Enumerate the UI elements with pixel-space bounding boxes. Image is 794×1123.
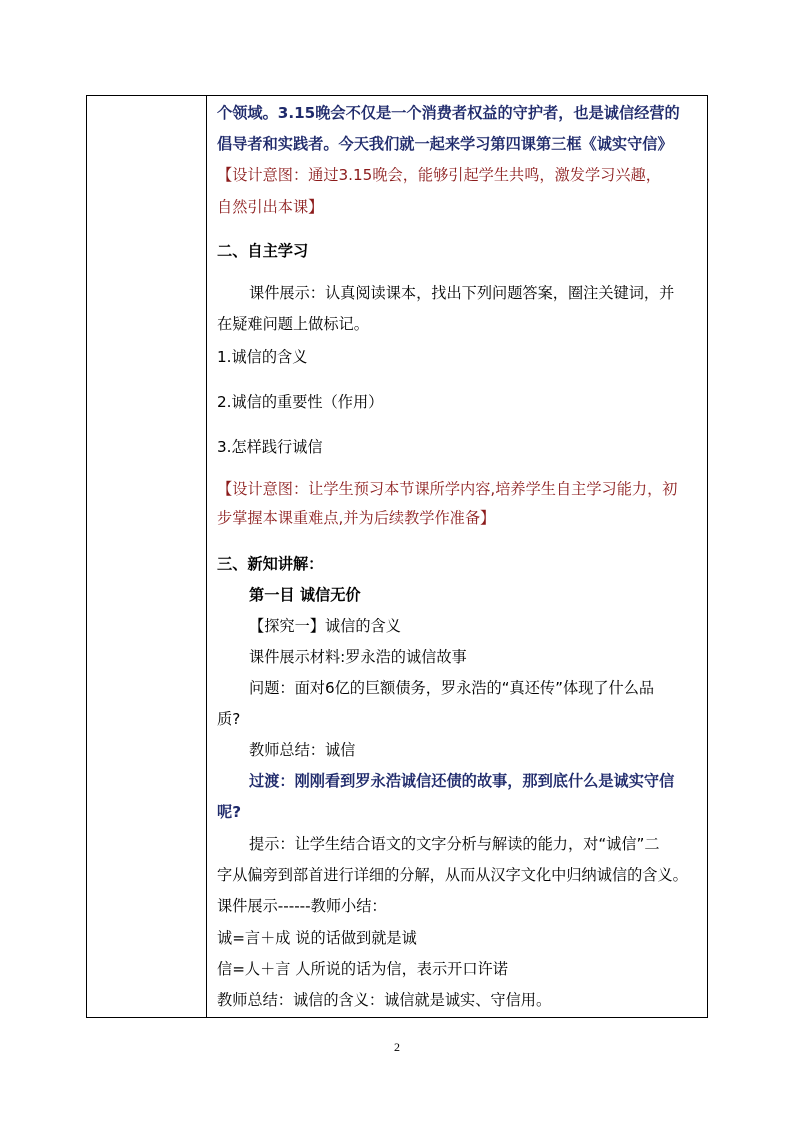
inquiry-one-title: 【探究一】诚信的含义 [249, 617, 401, 635]
courseware-instruction-line-2: 在疑难问题上做标记。 [217, 315, 369, 333]
section-heading-new-knowledge: 三、新知讲解： [217, 555, 324, 573]
left-column-cell [87, 96, 207, 1017]
teacher-summary-1: 教师总结：诚信 [249, 741, 356, 759]
question-item-3: 3.怎样践行诚信 [217, 438, 323, 456]
courseware-summary-title: 课件展示------教师小结： [217, 897, 387, 915]
hint-line-2: 字从偏旁到部首进行详细的分解，从而从汉字文化中归纳诚信的含义。 [217, 866, 688, 884]
courseware-material: 课件展示材料:罗永浩的诚信故事 [249, 648, 467, 666]
question-line-1: 问题：面对6亿的巨额债务，罗永浩的“真还传”体现了什么品 [249, 679, 655, 697]
teacher-summary-definition: 教师总结：诚信的含义：诚信就是诚实、守信用。 [217, 991, 552, 1009]
design-intent-2-line-1: 【设计意图：让学生预习本节课所学内容,培养学生自主学习能力，初 [217, 480, 678, 498]
intro-text-line-1: 个领域。3.15晚会不仅是一个消费者权益的守护者，也是诚信经营的 [217, 104, 680, 122]
design-intent-2-line-2: 步掌握本课重难点,并为后续教学作准备】 [217, 509, 496, 527]
transition-line-2: 呢? [217, 803, 241, 821]
question-item-2: 2.诚信的重要性（作用） [217, 393, 384, 411]
question-line-2: 质? [217, 710, 241, 728]
section-heading-self-study: 二、自主学习 [217, 242, 309, 260]
char-breakdown-xin: 信=人＋言 人所说的话为信，表示开口许诺 [217, 960, 508, 978]
content-cell [213, 96, 703, 1017]
subsection-heading-integrity: 第一目 诚信无价 [249, 586, 361, 604]
hint-line-1: 提示：让学生结合语文的文字分析与解读的能力，对“诚信”二 [249, 835, 660, 853]
design-intent-1-line-1: 【设计意图：通过3.15晚会，能够引起学生共鸣，激发学习兴趣， [217, 166, 661, 184]
question-item-1: 1.诚信的含义 [217, 348, 308, 366]
transition-line-1: 过渡：刚刚看到罗永浩诚信还债的故事，那到底什么是诚实守信 [249, 772, 675, 790]
char-breakdown-cheng: 诚=言＋成 说的话做到就是诚 [217, 929, 417, 947]
page-number: 2 [394, 1040, 400, 1054]
courseware-instruction-line-1: 课件展示：认真阅读课本，找出下列问题答案，圈注关键词，并 [249, 284, 675, 302]
design-intent-1-line-2: 自然引出本课】 [217, 198, 324, 216]
intro-text-line-2: 倡导者和实践者。今天我们就一起来学习第四课第三框《诚实守信》 [217, 135, 673, 153]
lesson-table [86, 95, 708, 1018]
